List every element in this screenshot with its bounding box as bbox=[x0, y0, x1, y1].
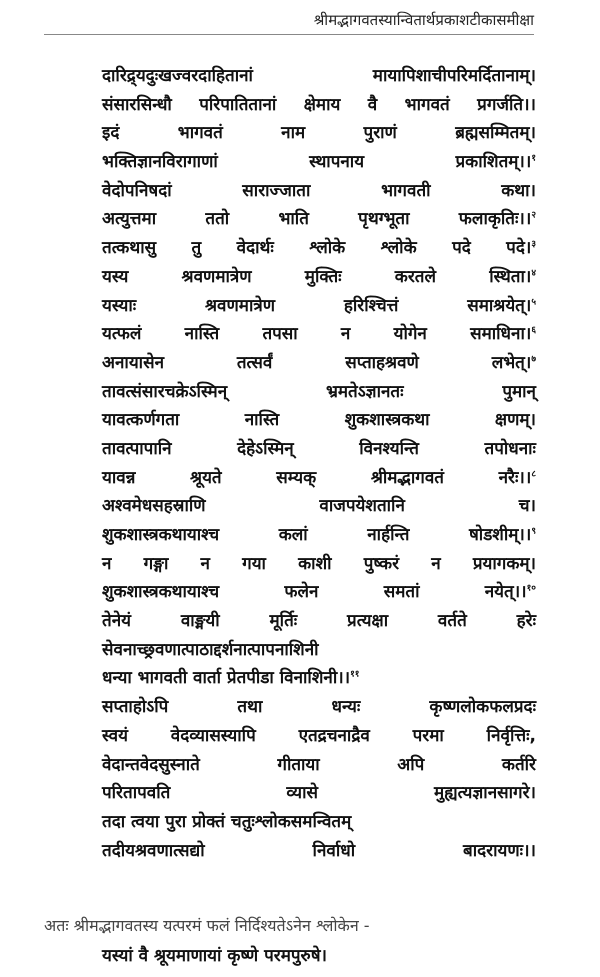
verse-text: अत्युत्तमा ततो भाति पृथग्भूता फलाकृतिः।। bbox=[102, 209, 532, 230]
verse-line bbox=[102, 349, 536, 378]
verse-text: धन्या भागवती वार्ता प्रेतपीडा विनाशिनी।। bbox=[102, 668, 351, 689]
verse-text: वेदान्तवेदसुस्नाते गीताया अपि कर्तरि bbox=[102, 754, 536, 775]
verse-text: सप्ताहोऽपि तथा धन्यः कृष्णलोकफलप्रदः bbox=[102, 697, 536, 718]
verse-line bbox=[102, 693, 536, 722]
verse-text: शुकशास्त्रकथायाश्च कलां नार्हन्ति षोडशीम्।। bbox=[102, 525, 532, 545]
verse-line bbox=[102, 837, 536, 866]
verse-text: यस्याः श्रवणमात्रेण हरिश्चित्तं समाश्रयेत्। bbox=[102, 295, 532, 316]
footnote-marker: १० bbox=[526, 583, 536, 594]
verse-line bbox=[102, 722, 536, 751]
verse-line bbox=[102, 148, 536, 177]
verse-line bbox=[102, 263, 536, 292]
verse-text: तत्कथासु तु वेदार्थः श्लोके श्लोके पदे पदे। bbox=[102, 238, 532, 259]
verse-text: यावत्कर्णगता नास्ति शुकशास्त्रकथा क्षणम्। bbox=[102, 410, 536, 431]
verse-line bbox=[102, 292, 536, 321]
verse-line bbox=[102, 320, 536, 349]
verse-text: परितापवति व्यासे मुह्यत्यज्ञानसागरे। bbox=[102, 783, 536, 804]
verse-block bbox=[102, 62, 536, 865]
footnote-marker: ४ bbox=[531, 268, 536, 279]
header-rule bbox=[44, 34, 534, 35]
verse-text: यावन्न श्रूयते सम्यक् श्रीमद्भागवतं नरैः।। bbox=[102, 467, 532, 488]
closing-verse-line: यस्यां वै श्रूयमाणायां कृष्णे परमपुरुषे। bbox=[102, 946, 327, 966]
footnote-marker: ३ bbox=[531, 239, 536, 250]
verse-line bbox=[102, 464, 536, 493]
verse-text: तावत्पापानि देहेऽस्मिन् विनश्यन्ति तपोधनाः bbox=[102, 438, 536, 459]
verse-line bbox=[102, 234, 536, 263]
verse-text: भक्तिज्ञानविरागाणां स्थापनाय प्रकाशितम्।। bbox=[102, 152, 532, 173]
verse-line bbox=[102, 664, 536, 693]
verse-text: इदं भागवतं नाम पुराणं ब्रह्मसम्मितम्। bbox=[102, 123, 536, 144]
verse-text: तदा त्वया पुरा प्रोक्तं चतुःश्लोकसमन्वितम् bbox=[102, 811, 352, 832]
verse-line bbox=[102, 406, 536, 435]
verse-line bbox=[102, 205, 536, 234]
verse-text: स्वयं वेदव्यासस्यापि एतद्रचनाद्रैव परमा निर्वृत्तिः, bbox=[102, 725, 536, 746]
verse-line bbox=[102, 550, 536, 579]
verse-line bbox=[102, 578, 536, 607]
verse-line bbox=[102, 636, 536, 665]
verse-line bbox=[102, 492, 536, 521]
verse-line bbox=[102, 779, 536, 808]
footnote-marker: ७ bbox=[531, 354, 536, 365]
verse-line bbox=[102, 119, 536, 148]
prose-line: अतः श्रीमद्भागवतस्य यत्परमं फलं निर्दिश्यतेऽनेन श्लोकेन - bbox=[44, 916, 370, 935]
verse-text: वेदोपनिषदां साराज्जाता भागवती कथा। bbox=[102, 180, 536, 201]
verse-text: अनायासेन तत्सर्वं सप्ताहश्रवणे लभेत्। bbox=[102, 352, 532, 373]
footnote-marker: ६ bbox=[531, 325, 536, 336]
verse-text: शुकशास्त्रकथायाश्च फलेन समतां नयेत्।। bbox=[102, 582, 527, 603]
verse-text: न गङ्गा न गया काशी पुष्करं न प्रयागकम्। bbox=[102, 553, 536, 574]
verse-line bbox=[102, 435, 536, 464]
verse-text: दारिद्र्यदुःखज्वरदाहितानां मायापिशाचीपरिमर्दितानाम्। bbox=[102, 66, 536, 86]
verse-text: तेनेयं वाङ्मयी मूर्तिः प्रत्यक्षा वर्तते हरेः bbox=[102, 611, 536, 632]
footnote-marker: ९ bbox=[531, 526, 536, 537]
verse-line bbox=[102, 177, 536, 206]
running-header: श्रीमद्भागवतस्यान्वितार्थप्रकाशटीकासमीक्षा bbox=[313, 11, 534, 29]
footnote-marker: ११ bbox=[350, 669, 360, 680]
footnote-marker: २ bbox=[531, 210, 536, 221]
verse-text: अश्वमेधसहस्राणि वाजपयेशतानि च। bbox=[102, 496, 536, 517]
verse-line bbox=[102, 521, 536, 550]
verse-text: तदीयश्रवणात्सद्यो निर्वाधो बादरायणः।। bbox=[102, 840, 536, 861]
footnote-marker: १ bbox=[531, 153, 536, 164]
verse-line bbox=[102, 62, 536, 91]
verse-text: तावत्संसारचक्रेऽस्मिन् भ्रमतेऽज्ञानतः पुमान् bbox=[102, 381, 536, 402]
verse-line bbox=[102, 607, 536, 636]
verse-text: संसारसिन्धौ परिपातितानां क्षेमाय वै भागवतं प्रगर्जति।। bbox=[102, 94, 536, 115]
verse-line bbox=[102, 808, 536, 837]
verse-line bbox=[102, 751, 536, 780]
verse-text: यत्फलं नास्ति तपसा न योगेन समाधिना। bbox=[102, 324, 532, 345]
footnote-marker: ५ bbox=[531, 296, 536, 307]
verse-line bbox=[102, 91, 536, 120]
verse-line bbox=[102, 378, 536, 407]
verse-text: सेवनाच्छ्रवणात्पाठाद्दर्शनात्पापनाशिनी bbox=[102, 639, 319, 660]
verse-text: यस्य श्रवणमात्रेण मुक्तिः करतले स्थिता। bbox=[102, 266, 532, 287]
footnote-marker: ८ bbox=[531, 468, 536, 479]
